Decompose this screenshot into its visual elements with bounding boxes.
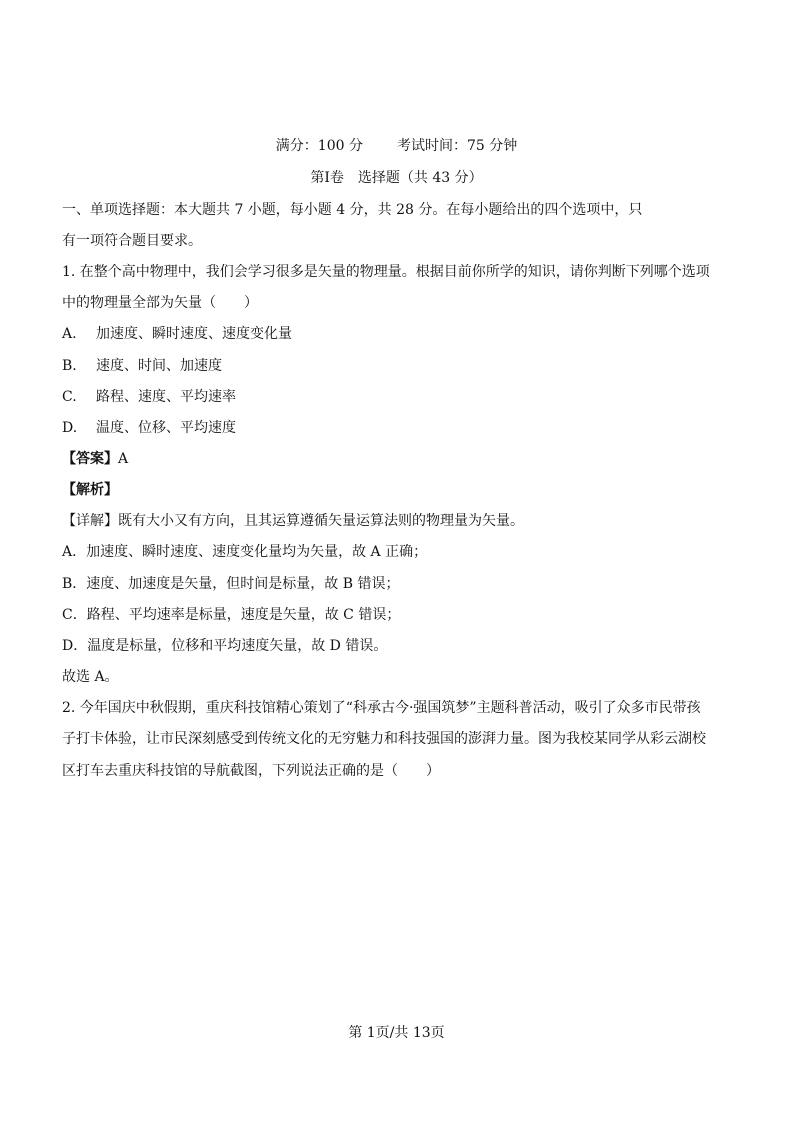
question1-conclusion: 故选 A。 — [62, 669, 119, 685]
question1-option-d — [62, 419, 236, 437]
exam-time: 考试时间：75 分钟 — [396, 138, 518, 154]
question1-explanation-c: C．路程、平均速率是标量，速度是矢量，故 C 错误； — [62, 607, 401, 623]
answer-tag: 【答案】 — [62, 451, 118, 467]
answer-value: A — [118, 451, 129, 467]
question2-stem-line2: 子打卡体验，让市民深刻感受到传统文化的无穷魅力和科技强国的澎湃力量。图为我校某同学从彩云湖校 — [62, 731, 706, 747]
question1-option-c — [62, 388, 236, 406]
question1-analysis-tag — [62, 481, 118, 499]
question1-detail — [62, 512, 524, 530]
option-text: 速度、时间、加速度 — [96, 358, 222, 374]
analysis-tag: 【解析】 — [62, 482, 118, 498]
question1-stem-line1: 1. 在整个高中物理中，我们会学习很多是矢量的物理量。根据目前你所学的知识，请你判断下列哪个选项 — [62, 264, 710, 280]
part-one-instruction-line1: 一、单项选择题：本大题共 7 小题，每小题 4 分，共 28 分。在每小题给出的四个选项中，只 — [62, 202, 643, 218]
option-text: 路程、速度、平均速率 — [96, 389, 236, 405]
question1-option-a — [62, 325, 292, 343]
question1-option-b — [62, 357, 222, 375]
question1-explanation-d: D．温度是标量，位移和平均速度矢量，故 D 错误。 — [62, 638, 388, 654]
question2-stem-line1: 2. 今年国庆中秋假期，重庆科技馆精心策划了“科承古今·强国筑梦”主题科普活动，吸引了众多市民带孩 — [62, 700, 701, 716]
question1-answer — [62, 450, 128, 468]
option-text: 加速度、瞬时速度、速度变化量 — [96, 326, 292, 342]
option-label: A. — [62, 326, 77, 342]
option-label: C. — [62, 389, 77, 405]
question1-explanation-a: A．加速度、瞬时速度、速度变化量均为矢量，故 A 正确； — [62, 544, 428, 560]
detail-text: 既有大小又有方向，且其运算遵循矢量运算法则的物理量为矢量。 — [118, 513, 524, 529]
part-one-instruction-line2: 有一项符合题目要求。 — [62, 233, 202, 249]
detail-tag: 【详解】 — [62, 513, 118, 529]
option-text: 温度、位移、平均速度 — [96, 420, 236, 436]
section-title: 第Ⅰ卷 选择题（共 43 分） — [310, 170, 483, 186]
page-indicator: 第 1页/共 13页 — [348, 1025, 445, 1041]
question1-explanation-b: B．速度、加速度是矢量，但时间是标量，故 B 错误； — [62, 576, 400, 592]
full-score: 满分：100 分 — [275, 138, 363, 154]
question2-stem-line3: 区打车去重庆科技馆的导航截图，下列说法正确的是（ ） — [62, 763, 440, 779]
option-label: D. — [62, 420, 78, 436]
exam-info-line — [0, 137, 793, 155]
option-label: B. — [62, 358, 77, 374]
question1-stem-line2: 中的物理量全部为矢量（ ） — [62, 295, 258, 311]
